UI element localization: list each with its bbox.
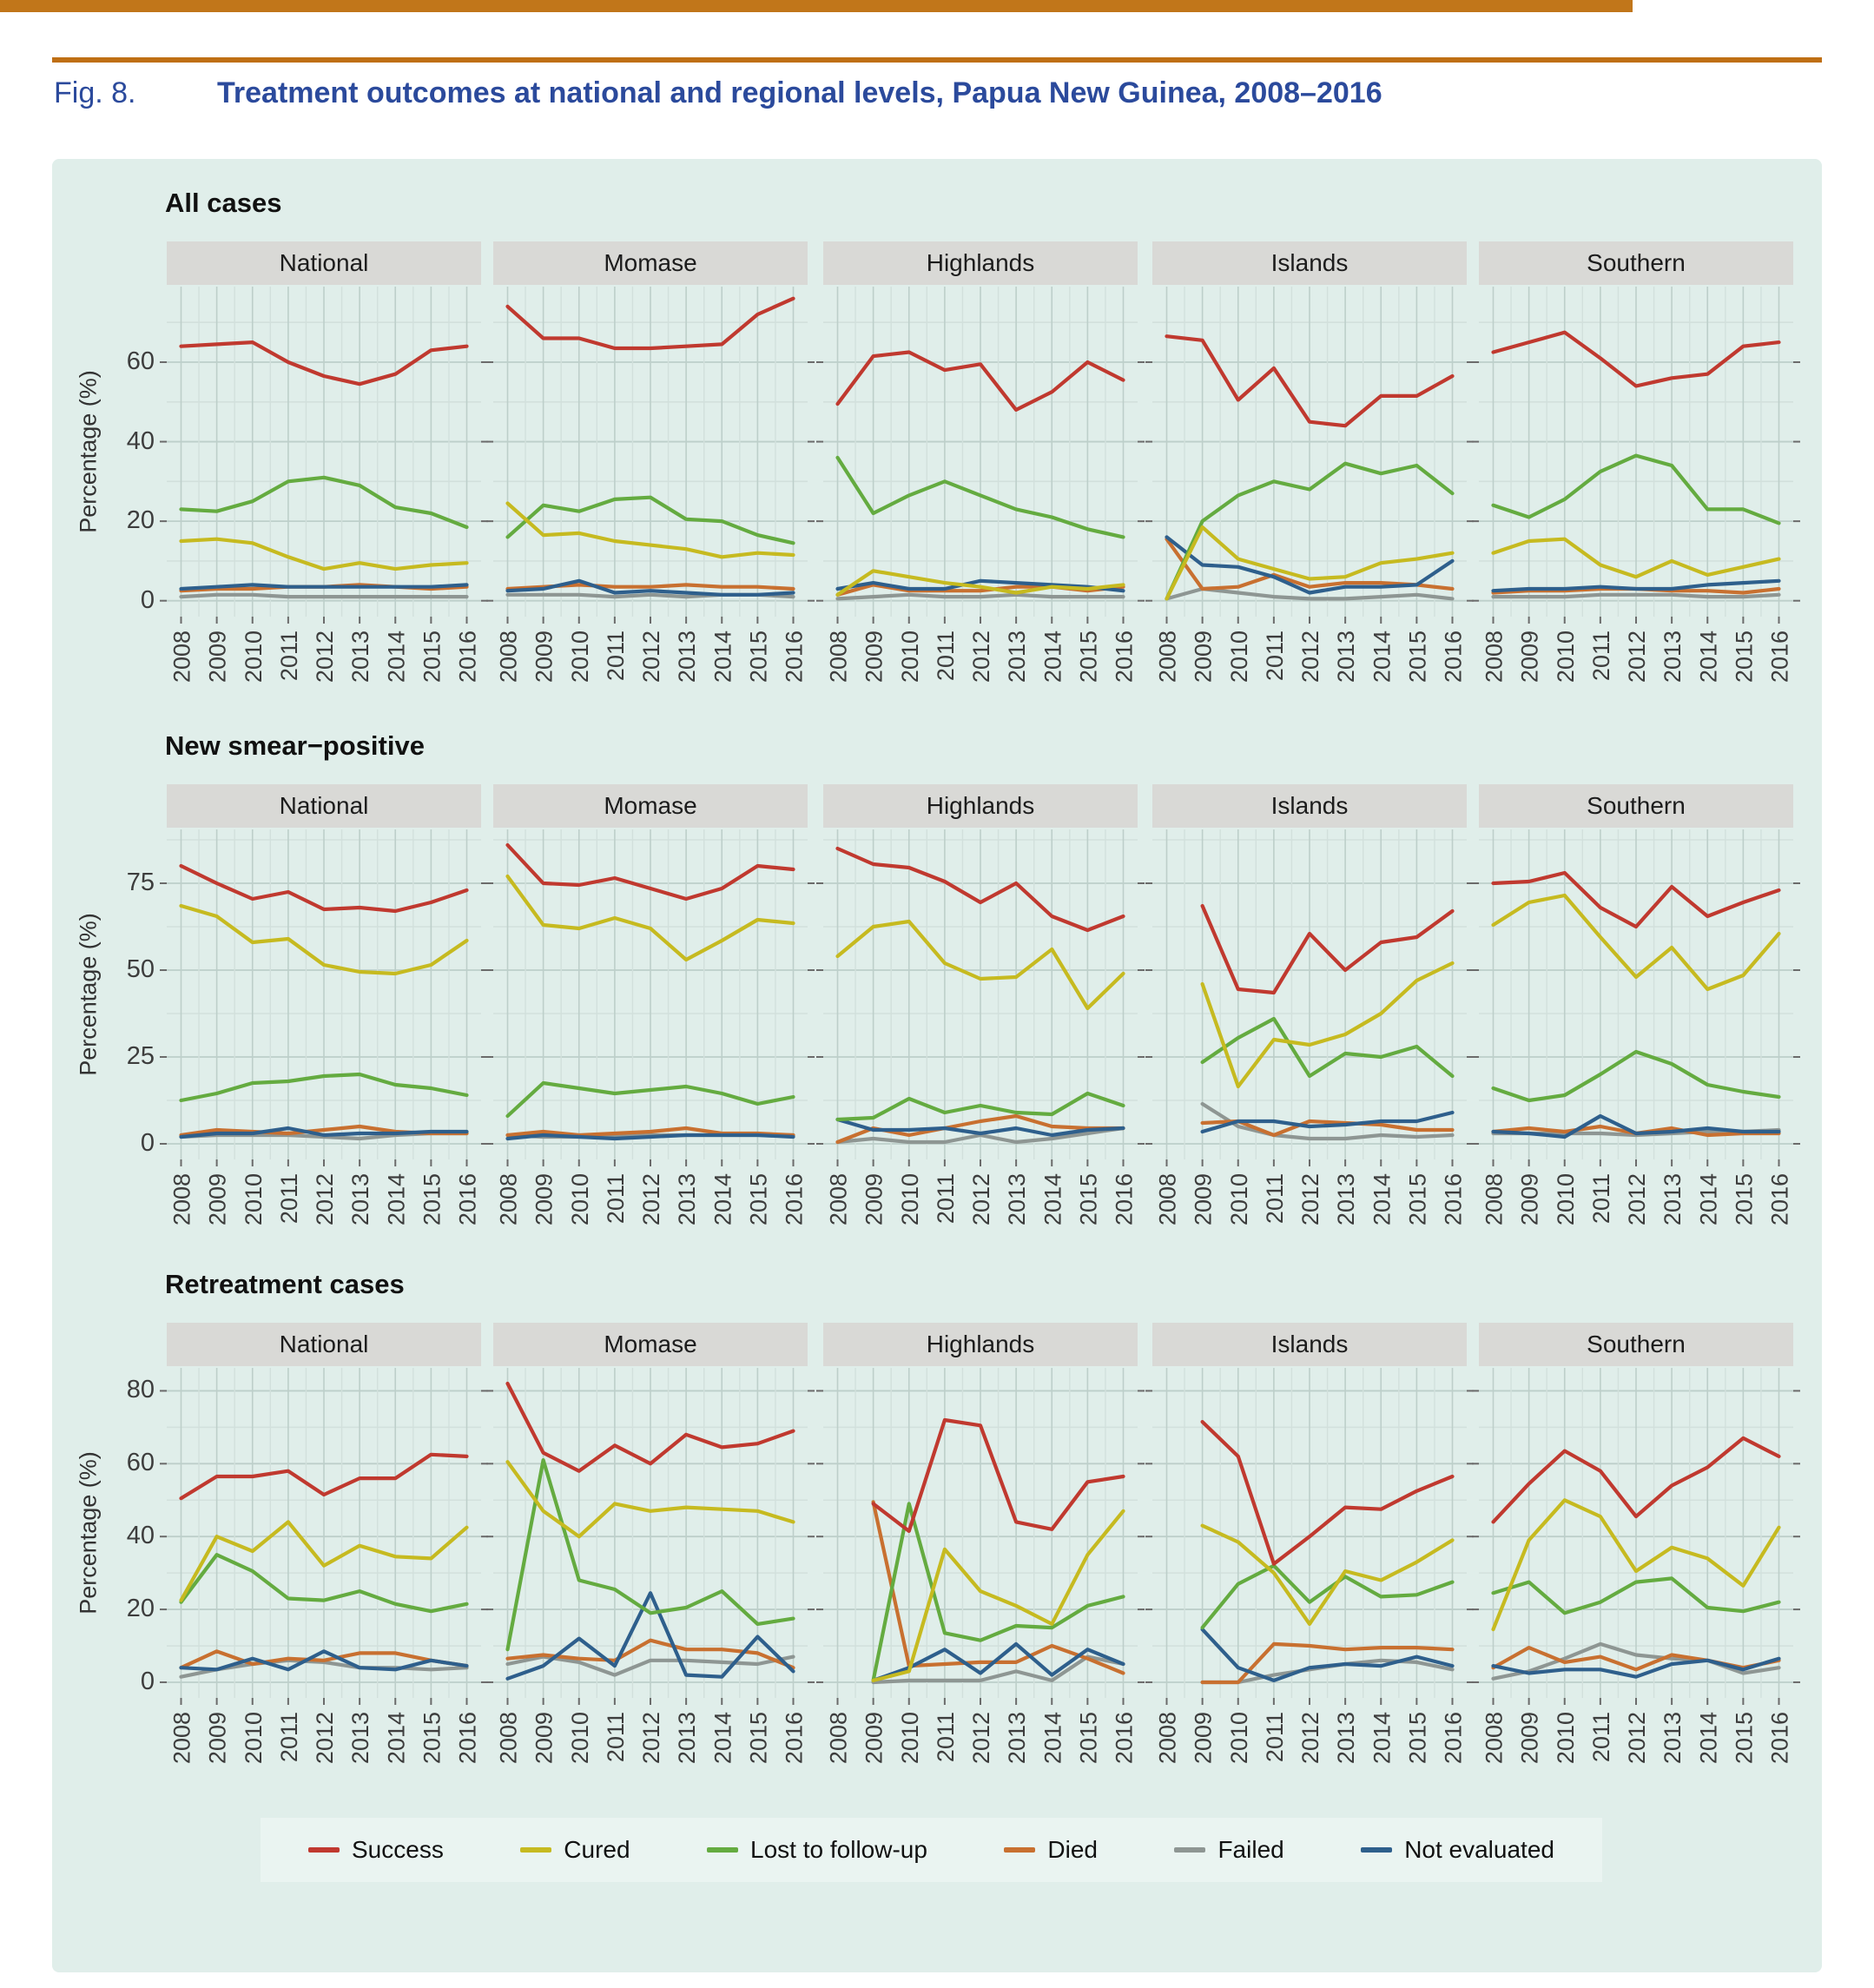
y-tick-label: 0 bbox=[140, 1129, 155, 1157]
x-tick-label: 2014 bbox=[1369, 1173, 1396, 1226]
x-tick-label: 2016 bbox=[1111, 1712, 1138, 1765]
facet-strip-label: Islands bbox=[1270, 249, 1349, 276]
facet-strip-momase bbox=[493, 241, 808, 285]
x-tick-label: 2008 bbox=[1481, 1173, 1508, 1226]
x-tick-label: 2015 bbox=[745, 1173, 772, 1226]
facet-strip-label: Southern bbox=[1587, 249, 1686, 276]
facet-strip-national bbox=[167, 1323, 481, 1366]
x-tick-label: 2010 bbox=[1552, 1712, 1579, 1765]
x-tick-label: 2012 bbox=[638, 1712, 664, 1765]
facet-strip-label: Southern bbox=[1587, 1331, 1686, 1357]
facet-strip-label: National bbox=[279, 792, 369, 819]
facet-strip-label: Highlands bbox=[926, 1331, 1035, 1357]
x-tick-label: 2008 bbox=[825, 631, 852, 684]
x-tick-label: 2014 bbox=[1039, 631, 1066, 684]
legend-label: Lost to follow-up bbox=[750, 1836, 927, 1863]
legend-item-lost_to_follow_up bbox=[707, 1836, 927, 1864]
legend-item-cured bbox=[520, 1836, 630, 1864]
facet-strip-islands bbox=[1152, 241, 1467, 285]
legend-label: Died bbox=[1047, 1836, 1098, 1863]
legend-item-died bbox=[1004, 1836, 1098, 1864]
x-tick-label: 2008 bbox=[168, 1173, 195, 1226]
panel-retreatment-cases-highlands bbox=[815, 1368, 1146, 1781]
series-line-failed bbox=[838, 595, 1124, 599]
x-tick-label: 2010 bbox=[1225, 631, 1252, 684]
x-tick-label: 2016 bbox=[454, 1173, 481, 1226]
x-tick-label: 2015 bbox=[1075, 631, 1102, 684]
facet-strip-label: Highlands bbox=[926, 249, 1035, 276]
x-tick-label: 2015 bbox=[1731, 1173, 1758, 1226]
x-tick-label: 2012 bbox=[1297, 1173, 1323, 1226]
facet-strip-momase bbox=[493, 784, 808, 828]
x-tick-label: 2009 bbox=[861, 1712, 888, 1765]
x-tick-label: 2013 bbox=[1660, 631, 1686, 684]
x-tick-label: 2009 bbox=[861, 631, 888, 684]
x-tick-label: 2008 bbox=[495, 631, 522, 684]
x-tick-label: 2008 bbox=[1481, 1712, 1508, 1765]
x-tick-label: 2010 bbox=[566, 631, 593, 684]
chart-legend bbox=[261, 1818, 1602, 1882]
x-tick-label: 2011 bbox=[1587, 1712, 1614, 1763]
legend-swatch-success bbox=[308, 1847, 340, 1853]
x-tick-label: 2016 bbox=[1766, 1712, 1793, 1765]
x-tick-label: 2012 bbox=[968, 1173, 994, 1226]
x-tick-label: 2012 bbox=[968, 631, 994, 684]
x-tick-label: 2008 bbox=[825, 1712, 852, 1765]
x-tick-label: 2010 bbox=[896, 1712, 923, 1765]
figure-number: Fig. 8. bbox=[54, 76, 136, 109]
x-tick-label: 2010 bbox=[896, 631, 923, 684]
facet-strip-label: National bbox=[279, 249, 369, 276]
y-tick-label: 0 bbox=[140, 585, 155, 614]
x-tick-label: 2010 bbox=[1225, 1173, 1252, 1226]
x-tick-label: 2008 bbox=[495, 1173, 522, 1226]
title-rule bbox=[52, 57, 1822, 63]
legend-label: Not evaluated bbox=[1404, 1836, 1554, 1863]
x-tick-label: 2016 bbox=[1111, 1173, 1138, 1226]
legend-swatch-cured bbox=[520, 1847, 551, 1853]
x-tick-label: 2011 bbox=[602, 631, 629, 682]
x-tick-label: 2009 bbox=[1516, 1712, 1543, 1765]
x-tick-label: 2015 bbox=[419, 631, 445, 684]
facet-strip-momase bbox=[493, 1323, 808, 1366]
y-tick-label: 80 bbox=[126, 1376, 155, 1404]
y-tick-label: 50 bbox=[126, 955, 155, 983]
panel-new-smear-positive-islands bbox=[1144, 829, 1475, 1243]
x-tick-label: 2012 bbox=[1624, 631, 1650, 684]
y-axis-label: Percentage (%) bbox=[75, 370, 102, 533]
series-line-not_evaluated bbox=[181, 585, 467, 589]
x-tick-label: 2009 bbox=[531, 1173, 558, 1226]
x-tick-label: 2010 bbox=[240, 631, 267, 684]
x-tick-label: 2016 bbox=[781, 1173, 808, 1226]
x-tick-label: 2011 bbox=[1261, 631, 1288, 682]
x-tick-label: 2013 bbox=[674, 1712, 701, 1765]
x-tick-label: 2014 bbox=[709, 1173, 736, 1226]
x-tick-label: 2016 bbox=[781, 1712, 808, 1765]
x-tick-label: 2009 bbox=[204, 631, 231, 684]
legend-item-failed bbox=[1174, 1836, 1283, 1864]
x-tick-label: 2008 bbox=[168, 1712, 195, 1765]
x-tick-label: 2015 bbox=[1731, 631, 1758, 684]
panel-all-cases-highlands bbox=[815, 287, 1146, 700]
facet-row-title: New smear−positive bbox=[165, 730, 425, 761]
facet-row-title: Retreatment cases bbox=[165, 1269, 405, 1299]
x-tick-label: 2015 bbox=[1731, 1712, 1758, 1765]
x-tick-label: 2012 bbox=[1624, 1712, 1650, 1765]
x-tick-label: 2010 bbox=[240, 1712, 267, 1765]
panel-retreatment-cases-national bbox=[158, 1368, 490, 1781]
legend-label: Failed bbox=[1217, 1836, 1284, 1863]
x-tick-label: 2010 bbox=[1552, 631, 1579, 684]
facet-strip-islands bbox=[1152, 1323, 1467, 1366]
x-tick-label: 2015 bbox=[745, 1712, 772, 1765]
panel-new-smear-positive-southern bbox=[1470, 829, 1802, 1243]
legend-swatch-failed bbox=[1174, 1847, 1205, 1853]
x-tick-label: 2013 bbox=[1004, 1712, 1031, 1765]
facet-strip-highlands bbox=[823, 241, 1138, 285]
x-tick-label: 2014 bbox=[1039, 1173, 1066, 1226]
x-tick-label: 2013 bbox=[1333, 1712, 1360, 1765]
x-tick-label: 2014 bbox=[1039, 1712, 1066, 1765]
x-tick-label: 2015 bbox=[1404, 1712, 1431, 1765]
x-tick-label: 2012 bbox=[638, 631, 664, 684]
x-tick-label: 2015 bbox=[1075, 1173, 1102, 1226]
x-tick-label: 2008 bbox=[1481, 631, 1508, 684]
x-tick-label: 2016 bbox=[781, 631, 808, 684]
y-tick-label: 25 bbox=[126, 1042, 155, 1070]
x-tick-label: 2008 bbox=[1154, 1173, 1181, 1226]
legend-item-success bbox=[308, 1836, 444, 1864]
x-tick-label: 2011 bbox=[1261, 1712, 1288, 1763]
x-tick-label: 2012 bbox=[1624, 1173, 1650, 1226]
x-tick-label: 2014 bbox=[1369, 631, 1396, 684]
y-tick-label: 60 bbox=[126, 347, 155, 375]
x-tick-label: 2011 bbox=[275, 1712, 302, 1763]
x-tick-label: 2008 bbox=[1154, 631, 1181, 684]
figure-title: Treatment outcomes at national and regional levels, Papua New Guinea, 2008–2016 bbox=[217, 76, 1382, 109]
x-tick-label: 2013 bbox=[347, 631, 374, 684]
legend-label: Success bbox=[352, 1836, 444, 1863]
panel-new-smear-positive-momase bbox=[485, 829, 816, 1243]
y-tick-label: 75 bbox=[126, 869, 155, 896]
facet-strip-southern bbox=[1479, 1323, 1793, 1366]
x-tick-label: 2015 bbox=[745, 631, 772, 684]
series-line-failed bbox=[181, 595, 467, 597]
x-tick-label: 2016 bbox=[1766, 631, 1793, 684]
x-tick-label: 2009 bbox=[1516, 1173, 1543, 1226]
panel-all-cases-momase bbox=[485, 287, 816, 700]
x-tick-label: 2011 bbox=[275, 1173, 302, 1225]
x-tick-label: 2011 bbox=[602, 1173, 629, 1225]
x-tick-label: 2012 bbox=[1297, 631, 1323, 684]
x-tick-label: 2010 bbox=[566, 1712, 593, 1765]
facet-strip-southern bbox=[1479, 241, 1793, 285]
x-tick-label: 2008 bbox=[168, 631, 195, 684]
x-tick-label: 2016 bbox=[1440, 1712, 1467, 1765]
y-tick-label: 0 bbox=[140, 1667, 155, 1695]
y-tick-label: 20 bbox=[126, 506, 155, 535]
top-orange-bar bbox=[0, 0, 1633, 12]
facet-strip-national bbox=[167, 241, 481, 285]
facet-strip-highlands bbox=[823, 784, 1138, 828]
x-tick-label: 2016 bbox=[454, 1712, 481, 1765]
facet-strip-label: Islands bbox=[1270, 1331, 1349, 1357]
x-tick-label: 2013 bbox=[674, 631, 701, 684]
x-tick-label: 2009 bbox=[861, 1173, 888, 1226]
x-tick-label: 2013 bbox=[1660, 1173, 1686, 1226]
legend-label: Cured bbox=[564, 1836, 630, 1863]
y-axis-label: Percentage (%) bbox=[75, 1451, 102, 1615]
x-tick-label: 2014 bbox=[1695, 1173, 1722, 1226]
legend-swatch-died bbox=[1004, 1847, 1035, 1853]
x-tick-label: 2015 bbox=[419, 1712, 445, 1765]
x-tick-label: 2009 bbox=[531, 631, 558, 684]
legend-swatch-not_evaluated bbox=[1361, 1847, 1392, 1853]
facet-strip-islands bbox=[1152, 784, 1467, 828]
x-tick-label: 2012 bbox=[1297, 1712, 1323, 1765]
x-tick-label: 2014 bbox=[709, 1712, 736, 1765]
x-tick-label: 2012 bbox=[312, 631, 338, 684]
x-tick-label: 2014 bbox=[383, 1173, 410, 1226]
y-axis-label: Percentage (%) bbox=[75, 913, 102, 1076]
x-tick-label: 2016 bbox=[1111, 631, 1138, 684]
x-tick-label: 2015 bbox=[1404, 631, 1431, 684]
panel-all-cases-national bbox=[158, 287, 490, 700]
facet-strip-label: Southern bbox=[1587, 792, 1686, 819]
x-tick-label: 2011 bbox=[932, 1173, 959, 1225]
x-tick-label: 2014 bbox=[383, 1712, 410, 1765]
x-tick-label: 2013 bbox=[1004, 1173, 1031, 1226]
y-tick-label: 40 bbox=[126, 426, 155, 455]
x-tick-label: 2013 bbox=[1004, 631, 1031, 684]
facet-strip-label: Momase bbox=[604, 1331, 697, 1357]
x-tick-label: 2010 bbox=[566, 1173, 593, 1226]
x-tick-label: 2008 bbox=[495, 1712, 522, 1765]
facet-strip-highlands bbox=[823, 1323, 1138, 1366]
x-tick-label: 2012 bbox=[312, 1712, 338, 1765]
facet-strip-label: Momase bbox=[604, 249, 697, 276]
x-tick-label: 2016 bbox=[454, 631, 481, 684]
x-tick-label: 2014 bbox=[383, 631, 410, 684]
x-tick-label: 2014 bbox=[1695, 1712, 1722, 1765]
x-tick-label: 2013 bbox=[1333, 631, 1360, 684]
x-tick-label: 2011 bbox=[1587, 1173, 1614, 1225]
facet-strip-national bbox=[167, 784, 481, 828]
x-tick-label: 2009 bbox=[1190, 1173, 1217, 1226]
facet-strip-label: Highlands bbox=[926, 792, 1035, 819]
legend-swatch-lost_to_follow_up bbox=[707, 1847, 738, 1853]
x-tick-label: 2009 bbox=[1516, 631, 1543, 684]
x-tick-label: 2013 bbox=[674, 1173, 701, 1226]
x-tick-label: 2013 bbox=[347, 1712, 374, 1765]
facet-strip-label: Momase bbox=[604, 792, 697, 819]
x-tick-label: 2009 bbox=[1190, 1712, 1217, 1765]
x-tick-label: 2009 bbox=[204, 1712, 231, 1765]
x-tick-label: 2011 bbox=[1587, 631, 1614, 682]
x-tick-label: 2013 bbox=[1660, 1712, 1686, 1765]
panel-all-cases-southern bbox=[1470, 287, 1802, 700]
y-tick-label: 40 bbox=[126, 1522, 155, 1550]
x-tick-label: 2016 bbox=[1440, 631, 1467, 684]
facet-strip-label: Islands bbox=[1270, 792, 1349, 819]
panel-retreatment-cases-southern bbox=[1470, 1368, 1802, 1781]
x-tick-label: 2009 bbox=[1190, 631, 1217, 684]
panel-new-smear-positive-highlands bbox=[815, 829, 1146, 1243]
x-tick-label: 2014 bbox=[1695, 631, 1722, 684]
x-tick-label: 2010 bbox=[240, 1173, 267, 1226]
x-tick-label: 2016 bbox=[1766, 1173, 1793, 1226]
panel-retreatment-cases-islands bbox=[1144, 1368, 1475, 1781]
x-tick-label: 2010 bbox=[1225, 1712, 1252, 1765]
y-tick-label: 20 bbox=[126, 1595, 155, 1623]
panel-retreatment-cases-momase bbox=[485, 1368, 816, 1781]
x-tick-label: 2009 bbox=[204, 1173, 231, 1226]
x-tick-label: 2014 bbox=[709, 631, 736, 684]
x-tick-label: 2015 bbox=[1075, 1712, 1102, 1765]
x-tick-label: 2010 bbox=[1552, 1173, 1579, 1226]
x-tick-label: 2008 bbox=[825, 1173, 852, 1226]
x-tick-label: 2015 bbox=[1404, 1173, 1431, 1226]
series-line-failed bbox=[1494, 595, 1779, 597]
x-tick-label: 2009 bbox=[531, 1712, 558, 1765]
x-tick-label: 2013 bbox=[1333, 1173, 1360, 1226]
x-tick-label: 2011 bbox=[1261, 1173, 1288, 1225]
x-tick-label: 2014 bbox=[1369, 1712, 1396, 1765]
x-tick-label: 2013 bbox=[347, 1173, 374, 1226]
panel-new-smear-positive-national bbox=[158, 829, 490, 1243]
x-tick-label: 2011 bbox=[932, 631, 959, 682]
y-tick-label: 60 bbox=[126, 1449, 155, 1477]
facet-strip-label: National bbox=[279, 1331, 369, 1357]
facet-row-title: All cases bbox=[165, 188, 282, 218]
x-tick-label: 2012 bbox=[638, 1173, 664, 1226]
x-tick-label: 2011 bbox=[275, 631, 302, 682]
legend-item-not_evaluated bbox=[1361, 1836, 1554, 1864]
x-tick-label: 2011 bbox=[932, 1712, 959, 1763]
x-tick-label: 2011 bbox=[602, 1712, 629, 1763]
x-tick-label: 2015 bbox=[419, 1173, 445, 1226]
x-tick-label: 2012 bbox=[968, 1712, 994, 1765]
x-tick-label: 2012 bbox=[312, 1173, 338, 1226]
figure-titlebar bbox=[54, 76, 1791, 110]
x-tick-label: 2016 bbox=[1440, 1173, 1467, 1226]
x-tick-label: 2008 bbox=[1154, 1712, 1181, 1765]
x-tick-label: 2010 bbox=[896, 1173, 923, 1226]
facet-strip-southern bbox=[1479, 784, 1793, 828]
panel-all-cases-islands bbox=[1144, 287, 1475, 700]
